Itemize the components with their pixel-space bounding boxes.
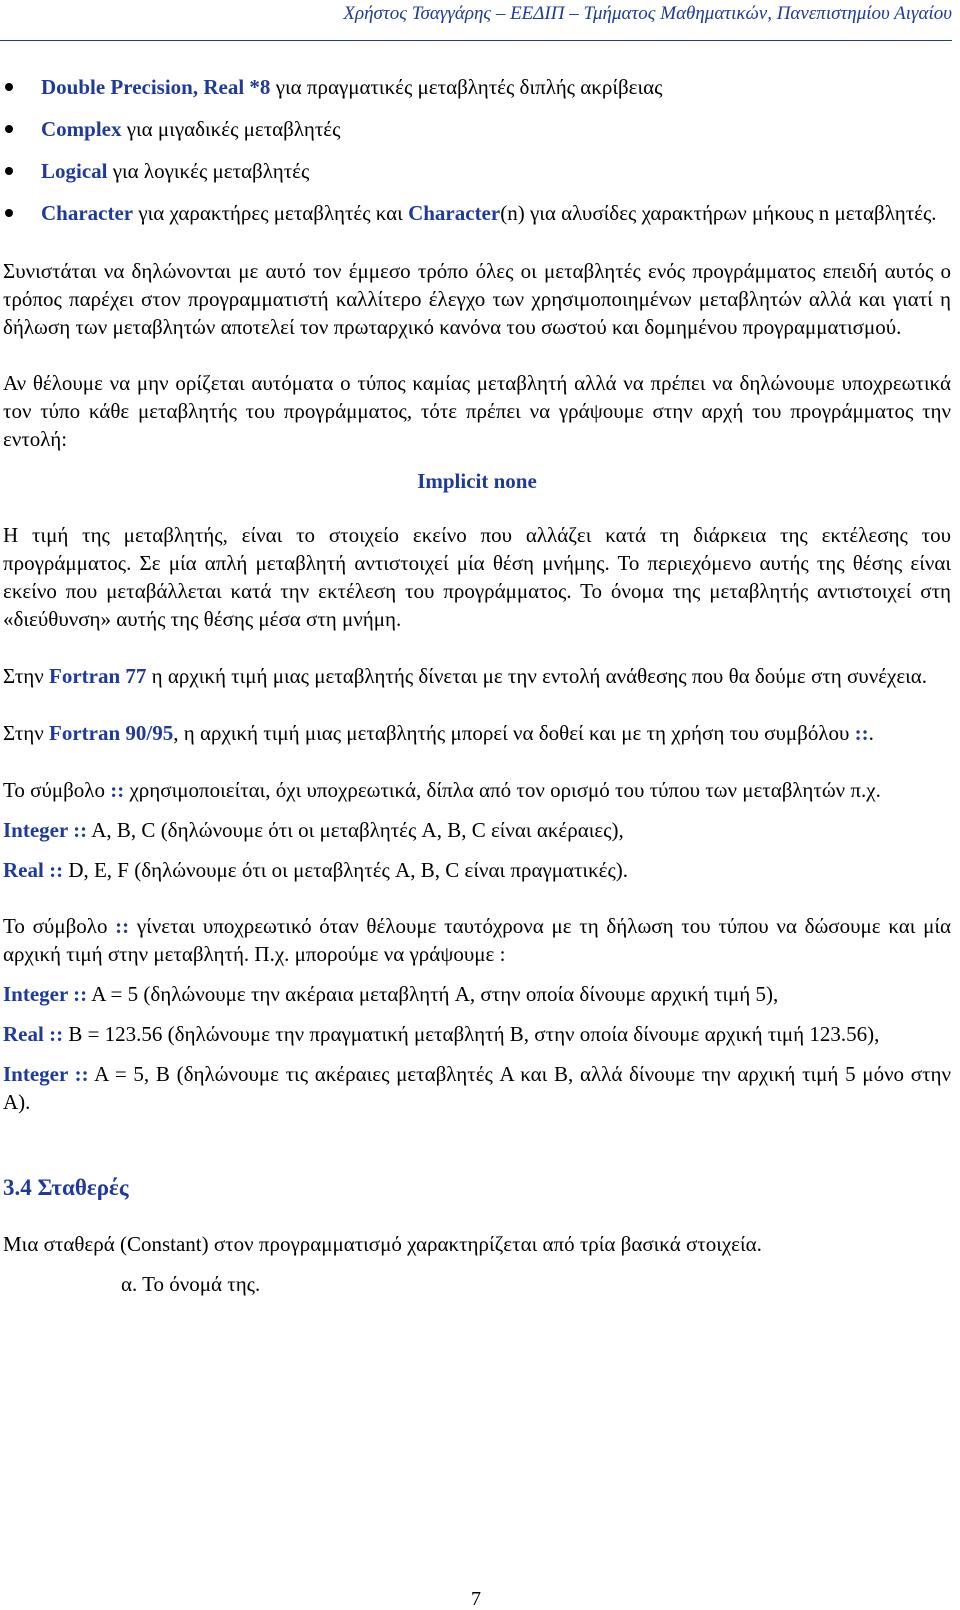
keyword: ::: [854, 721, 869, 745]
example-line: [3, 1020, 951, 1048]
text: Στην: [3, 721, 50, 745]
text: , η αρχική τιμή μιας μεταβλητής μπορεί να δοθεί και με τη χρήση του συμβόλου: [173, 721, 855, 745]
keyword: Complex: [41, 117, 122, 141]
section-heading: 3.4 Σταθερές: [3, 1175, 129, 1200]
paragraph: Συνιστάται να δηλώνονται με αυτό τον έμμεσο τρόπο όλες οι μεταβλητές ενός προγράμματος επειδή αυτός ο τρόπος παρέχει στον προγραμματιστή καλλίτερο έλεγχο των χρησιμοποιημένων μεταβλητών αλλά και γιατί η δήλωση των μεταβλητών αποτελεί τον πρωταρχικό κανόνα του σωστού και δομημένου προγραμματισμού.: [3, 259, 951, 339]
keyword: ::: [115, 914, 130, 938]
running-header: Χρήστος Τσαγγάρης – ΕΕΔΙΠ – Τμήματος Μαθηματικών, Πανεπιστημίου Αιγαίου: [343, 3, 952, 24]
implicit-none-statement: Implicit none: [417, 469, 537, 493]
keyword: ::: [110, 778, 125, 802]
list-item: [3, 199, 951, 227]
example-line: [3, 1060, 951, 1116]
paragraph: [3, 912, 951, 968]
keyword: Character: [408, 201, 501, 225]
list-item-text: (n) για αλυσίδες χαρακτήρων μήκους n μεταβλητές.: [500, 201, 937, 225]
list-item-text: για λογικές μεταβλητές: [107, 159, 310, 183]
keyword: Fortran 90/95: [49, 721, 174, 745]
text: .: [868, 721, 874, 745]
text: Στην: [3, 664, 50, 688]
text: χρησιμοποιείται, όχι υποχρεωτικά, δίπλα από τον ορισμό του τύπου των μεταβλητών π.χ.: [124, 778, 881, 802]
example-line: [3, 980, 951, 1008]
keyword: Real ::: [3, 858, 64, 882]
page-number: 7: [471, 1588, 481, 1610]
type-list: [3, 73, 951, 227]
text: Το σύμβολο: [3, 778, 111, 802]
text: Το σύμβολο: [3, 914, 116, 938]
text: A = 5, B (δηλώνουμε τις ακέραιες μεταβλητές A και B, αλλά δίνουμε την αρχική τιμή 5 μόνο στην A).: [3, 1062, 951, 1114]
keyword: Logical: [41, 159, 108, 183]
keyword: Fortran 77: [49, 664, 147, 688]
keyword: Integer ::: [3, 1062, 89, 1086]
page-body: [3, 73, 951, 1298]
text: D, E, F (δηλώνουμε ότι οι μεταβλητές A, B, C είναι πραγματικές).: [63, 858, 629, 882]
text: A = 5 (δηλώνουμε την ακέραια μεταβλητή A, στην οποία δίνουμε αρχική τιμή 5),: [87, 982, 779, 1006]
example-line: [3, 856, 951, 884]
paragraph: Αν θέλουμε να μην ορίζεται αυτόματα ο τύπος καμίας μεταβλητή αλλά να πρέπει να δηλώνουμε υποχρεωτικά τον τύπο κάθε μεταβλητής του προγράμματος, τότε πρέπει να γράψουμε στην αρχή του προγράμματος την εντολή:: [3, 371, 951, 451]
paragraph: [3, 662, 951, 690]
text: η αρχική τιμή μιας μεταβλητής δίνεται με την εντολή ανάθεσης που θα δούμε στη συνέχεια.: [146, 664, 928, 688]
list-item: [3, 157, 951, 185]
list-item-text: για μιγαδικές μεταβλητές: [121, 117, 341, 141]
keyword: Integer ::: [3, 818, 88, 842]
example-line: [3, 816, 951, 844]
paragraph: Μια σταθερά (Constant) στον προγραμματισμό χαρακτηρίζεται από τρία βασικά στοιχεία.: [3, 1232, 762, 1256]
keyword: Character: [41, 201, 134, 225]
keyword: Integer ::: [3, 982, 88, 1006]
list-item-text: για πραγματικές μεταβλητές διπλής ακρίβειας: [270, 75, 663, 99]
header-rule: [0, 40, 952, 41]
keyword: Double Precision, Real *8: [41, 75, 271, 99]
text: A, B, C (δηλώνουμε ότι οι μεταβλητές A, B, C είναι ακέραιες),: [87, 818, 624, 842]
keyword: Real ::: [3, 1022, 64, 1046]
list-item: [3, 73, 951, 101]
paragraph: [3, 776, 951, 804]
list-item-text: για χαρακτήρες μεταβλητές και: [133, 201, 409, 225]
list-item: [3, 115, 951, 143]
paragraph: [3, 719, 951, 747]
text: γίνεται υποχρεωτικό όταν θέλουμε ταυτόχρονα με τη δήλωση του τύπου να δώσουμε και μία αρχική τιμή στην μεταβλητή. Π.χ. μπορούμε να γράψουμε :: [3, 914, 951, 966]
text: B = 123.56 (δηλώνουμε την πραγματική μεταβλητή B, στην οποία δίνουμε αρχική τιμή 123.56),: [63, 1022, 880, 1046]
paragraph: Η τιμή της μεταβλητής, είναι το στοιχείο εκείνο που αλλάζει κατά τη διάρκεια της εκτέλεσης του προγράμματος. Σε μία απλή μεταβλητή αντιστοιχεί μία θέση μνήμης. Το περιεχόμενο αυτής της θέσης είναι εκείνο που μεταβάλλεται κατά την εκτέλεση του προγράμματος. Το όνομα της μεταβλητής αντιστοιχεί στη «διεύθυνση» αυτής της θέσης μέσα στη μνήμη.: [3, 523, 951, 631]
list-item: α. Το όνομά της.: [121, 1272, 261, 1296]
